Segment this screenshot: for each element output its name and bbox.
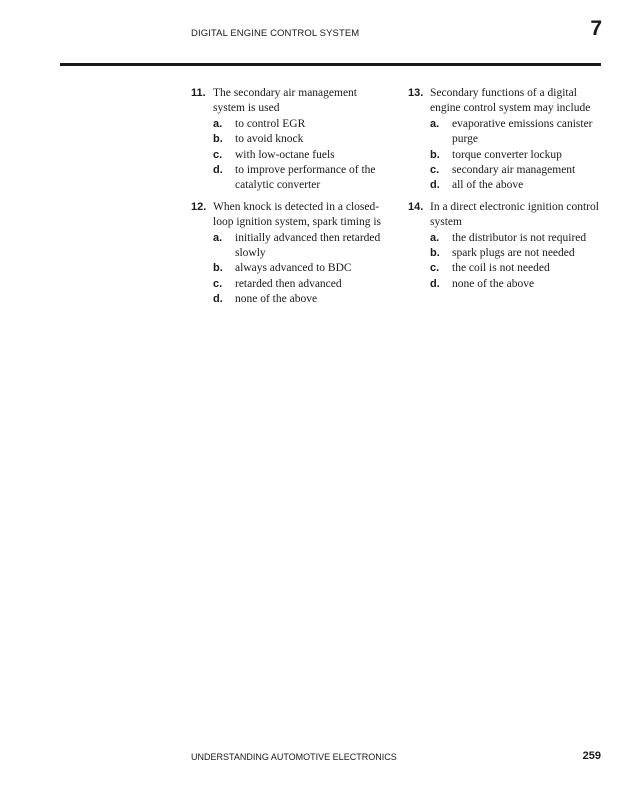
option-letter: b. (213, 262, 223, 275)
footer-book-title: UNDERSTANDING AUTOMOTIVE ELECTRONICS (191, 752, 397, 762)
option-item (430, 231, 608, 246)
option-item (213, 231, 391, 262)
option-item (430, 246, 608, 261)
option-letter: c. (213, 148, 223, 161)
option-letter: c. (430, 262, 440, 275)
option-item (213, 148, 391, 163)
option-list (430, 117, 608, 194)
option-letter: d. (213, 293, 223, 306)
option-letter: a. (430, 117, 440, 130)
option-letter: b. (430, 148, 440, 161)
option-text: initially advanced then retarded slowly (235, 231, 381, 260)
question-text: In a direct electronic ignition control system (430, 200, 599, 229)
question-text: When knock is detected in a closed-loop ignition system, spark timing is (213, 200, 382, 229)
option-list (213, 231, 391, 308)
option-item (430, 261, 608, 276)
header-rule (60, 63, 601, 66)
option-text: evaporative emissions canister purge (452, 117, 593, 146)
option-letter: b. (430, 247, 440, 260)
option-letter: d. (213, 164, 223, 177)
option-item (213, 277, 391, 292)
option-item (213, 292, 391, 307)
right-column (408, 86, 608, 295)
option-text: torque converter lockup (452, 148, 562, 161)
option-text: spark plugs are not needed (452, 247, 575, 260)
option-list (430, 231, 608, 293)
option-text: always advanced to BDC (235, 262, 352, 275)
option-item (430, 117, 608, 148)
option-text: with low-octane fuels (235, 148, 335, 161)
question-14 (408, 200, 608, 292)
option-letter: a. (213, 231, 223, 244)
option-item (213, 117, 391, 132)
question-text: The secondary air management system is used (213, 87, 358, 115)
option-item (430, 178, 608, 193)
option-letter: d. (430, 277, 440, 290)
option-letter: c. (430, 164, 440, 177)
option-text: none of the above (235, 293, 318, 306)
option-text: to avoid knock (235, 133, 304, 146)
chapter-number: 7 (590, 17, 602, 40)
running-header-title: DIGITAL ENGINE CONTROL SYSTEM (191, 28, 360, 39)
option-list (213, 117, 391, 194)
option-text: all of the above (452, 179, 524, 192)
option-text: the distributor is not required (452, 231, 587, 244)
option-item (430, 148, 608, 163)
option-text: to control EGR (235, 117, 306, 130)
option-text: retarded then advanced (235, 277, 342, 290)
footer-page-number: 259 (582, 750, 601, 762)
question-number: 13. (408, 87, 424, 99)
option-item (213, 163, 391, 194)
option-item (213, 261, 391, 276)
option-letter: c. (213, 277, 223, 290)
question-number: 11. (191, 87, 206, 99)
option-text: secondary air management (452, 164, 576, 177)
option-letter: a. (213, 117, 223, 130)
question-12 (191, 200, 391, 308)
option-letter: b. (213, 133, 223, 146)
question-text: Secondary functions of a digital engine control system may include (430, 87, 591, 115)
question-13 (408, 86, 608, 194)
option-text: the coil is not needed (452, 262, 550, 275)
option-item (430, 163, 608, 178)
option-letter: d. (430, 179, 440, 192)
left-column (191, 86, 391, 311)
page-header (0, 0, 635, 70)
option-letter: a. (430, 231, 440, 244)
question-number: 14. (408, 200, 424, 213)
question-number: 12. (191, 200, 207, 213)
option-text: none of the above (452, 277, 535, 290)
option-item (213, 132, 391, 147)
option-item (430, 277, 608, 292)
question-11 (191, 86, 391, 194)
option-text: to improve performance of the catalytic converter (235, 164, 376, 192)
